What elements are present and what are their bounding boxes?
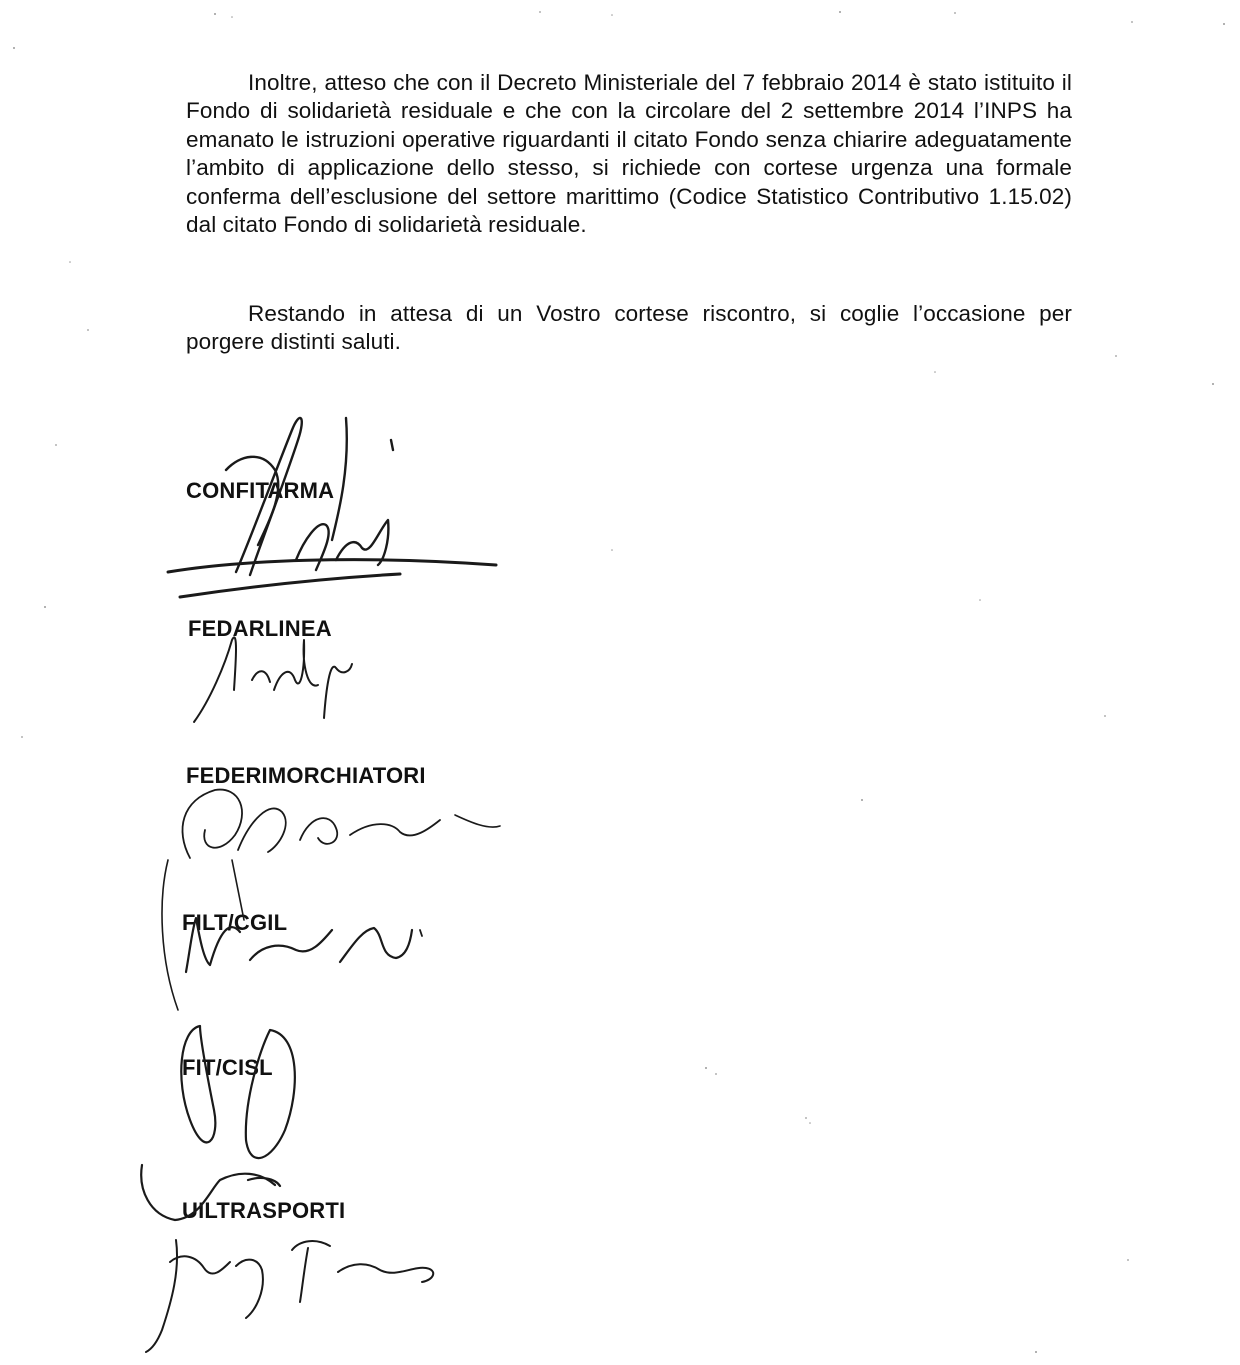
signatory-confitarma: CONFITARMA xyxy=(186,478,335,503)
signatory-uiltrasporti: UILTRASPORTI xyxy=(182,1198,346,1223)
body-paragraph-1 xyxy=(186,69,1072,241)
signatory-federimorchiatori: FEDERIMORCHIATORI xyxy=(186,763,426,788)
signatory-filt-cgil: FILT/CGIL xyxy=(182,910,288,935)
body-paragraph-1-text: Inoltre, atteso che con il Decreto Ministeriale del 7 febbraio 2014 è stato istituito il Fondo di solidarietà residuale e che con la circolare del 2 settembre 2014 l’INPS ha emanato le istruzioni operative riguardanti il citato Fondo senza chiarire adeguatamente l’ambito di applicazione dello stesso, si richiede con cortese urgenza una formale conferma dell’esclusione del settore marittimo (Codice Statistico Contributivo 1.15.02) dal citato Fondo di solidarietà residuale. xyxy=(186,69,1072,238)
body-paragraph-2 xyxy=(186,300,1072,357)
signatory-fedarlinea: FEDARLINEA xyxy=(188,616,332,641)
body-paragraph-2-text: Restando in attesa di un Vostro cortese riscontro, si coglie l’occasione per porgere distinti saluti. xyxy=(186,300,1072,355)
signatory-fit-cisl: FIT/CISL xyxy=(182,1055,273,1080)
